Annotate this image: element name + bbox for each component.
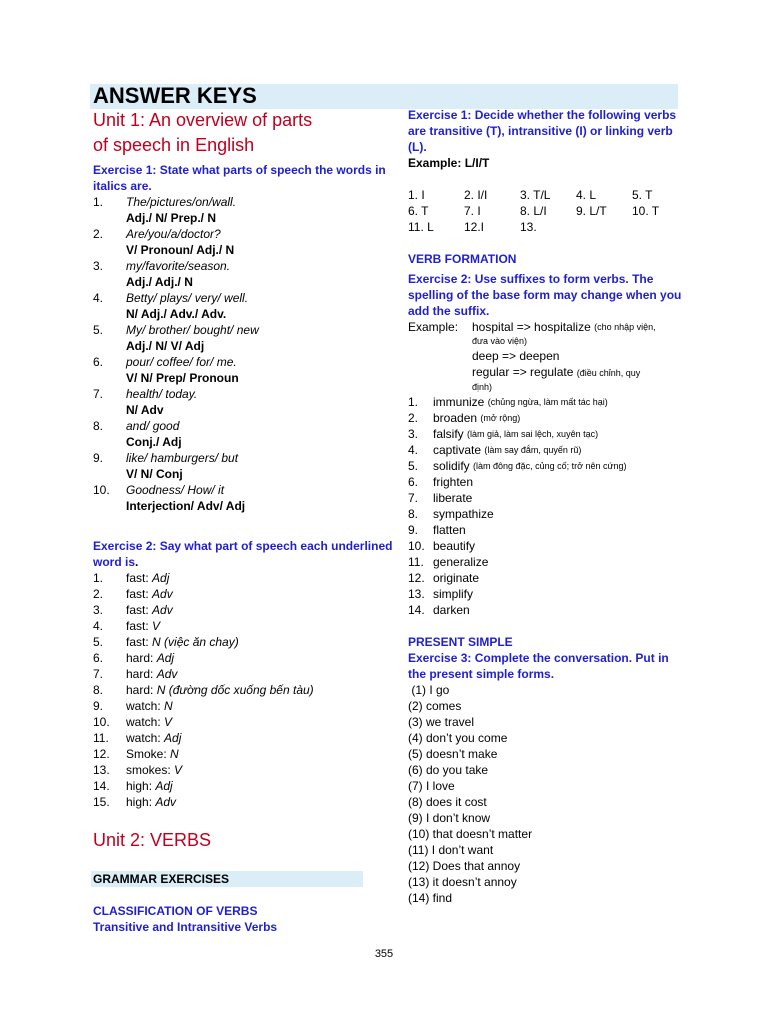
page-number: 355 bbox=[374, 948, 394, 960]
unit1-ex1-list bbox=[93, 194, 393, 514]
example-label: Example: bbox=[408, 320, 459, 334]
ex2-answer-row bbox=[93, 666, 393, 682]
ex3-answer: (2) comes bbox=[408, 699, 462, 713]
verb-row bbox=[408, 474, 688, 490]
ex1-question-row bbox=[93, 322, 393, 338]
item-part-of-speech: V bbox=[164, 715, 173, 729]
example-3: regular => regulate bbox=[472, 365, 574, 379]
ex1-question-row bbox=[93, 258, 393, 274]
item-answer: N/ Adv bbox=[126, 403, 164, 417]
item-word: fast: bbox=[126, 619, 149, 633]
verb: beautify bbox=[433, 539, 476, 553]
right-ex1-answer-grid bbox=[408, 187, 688, 235]
grid-cell: 10. T bbox=[632, 204, 660, 218]
ex3-answer: (13) it doesn’t annoy bbox=[408, 875, 517, 889]
right-column bbox=[408, 107, 688, 906]
item-number: 13. bbox=[408, 587, 425, 601]
item-answer: V/ N/ Prep/ Pronoun bbox=[126, 371, 239, 385]
verb-row bbox=[408, 522, 688, 538]
transitive-heading: Transitive and Intransitive Verbs bbox=[93, 920, 278, 934]
item-number: 6. bbox=[93, 355, 104, 369]
verb: generalize bbox=[433, 555, 489, 569]
ex2-answer-row bbox=[93, 586, 393, 602]
example-1: hospital => hospitalize bbox=[472, 320, 591, 334]
item-number: 7. bbox=[93, 387, 104, 401]
item-number: 3. bbox=[408, 427, 419, 441]
grid-cell: 2. I/I bbox=[464, 188, 488, 202]
grid-cell: 11. L bbox=[408, 220, 434, 234]
item-word: hard: bbox=[126, 683, 154, 697]
ex1-question-row bbox=[93, 482, 393, 498]
grammar-exercises-band: GRAMMAR EXERCISES bbox=[91, 871, 363, 887]
verb: liberate bbox=[433, 491, 473, 505]
ex3-answer: (10) that doesn’t matter bbox=[408, 827, 533, 841]
verb-row bbox=[408, 410, 688, 426]
item-number: 4. bbox=[93, 619, 104, 633]
verb: originate bbox=[433, 571, 480, 585]
item-word: fast: bbox=[126, 635, 149, 649]
item-part-of-speech: Adv bbox=[152, 603, 173, 617]
verb-row bbox=[408, 458, 688, 474]
right-ex1-heading: Exercise 1: Decide whether the following verbs are transitive (T), intransitive (I) or linking verb (L). bbox=[408, 108, 677, 154]
item-number: 10. bbox=[93, 715, 110, 729]
verb: simplify bbox=[433, 587, 474, 601]
verb-row bbox=[408, 570, 688, 586]
grid-cell: 4. L bbox=[576, 188, 597, 202]
unit1-ex2-list bbox=[93, 570, 393, 810]
grid-cell: 6. T bbox=[408, 204, 429, 218]
page-title: ANSWER KEYS bbox=[93, 83, 257, 108]
ex3-answer: (5) doesn’t make bbox=[408, 747, 498, 761]
ex2-answer-row bbox=[93, 618, 393, 634]
unit1-heading-line1: Unit 1: An overview of parts bbox=[93, 110, 313, 130]
unit2-heading: Unit 2: VERBS bbox=[93, 830, 212, 850]
item-part-of-speech: N bbox=[164, 699, 173, 713]
item-part-of-speech: V bbox=[174, 763, 183, 777]
example-3-note-cont: định) bbox=[472, 382, 493, 392]
verb-row bbox=[408, 442, 688, 458]
item-number: 2. bbox=[93, 587, 104, 601]
right-ex3-heading: Exercise 3: Complete the conversation. Put in the present simple forms. bbox=[408, 651, 669, 681]
item-answer: V/ Pronoun/ Adj./ N bbox=[126, 243, 235, 257]
verb: captivate bbox=[433, 443, 482, 457]
example-1-note-cont: đưa vào viện) bbox=[472, 336, 528, 346]
item-part-of-speech: N (việc ăn chay) bbox=[152, 635, 239, 649]
item-answer: V/ N/ Conj bbox=[126, 467, 183, 481]
item-number: 5. bbox=[93, 635, 104, 649]
item-answer: N/ Adj./ Adv./ Adv. bbox=[126, 307, 227, 321]
item-number: 15. bbox=[93, 795, 110, 809]
item-number: 4. bbox=[408, 443, 419, 457]
item-part-of-speech: V bbox=[152, 619, 161, 633]
unit1-ex2-heading: Exercise 2: Say what part of speech each underlined word is. bbox=[93, 539, 393, 569]
item-question: health/ today. bbox=[126, 387, 198, 401]
item-part-of-speech: Adv bbox=[156, 667, 178, 681]
verb: darken bbox=[433, 603, 470, 617]
ex2-heading-label: Exercise 2 bbox=[93, 539, 153, 553]
item-word: hard: bbox=[126, 667, 154, 681]
item-number: 14. bbox=[93, 779, 110, 793]
item-number: 2. bbox=[93, 227, 104, 241]
example-row-1 bbox=[408, 319, 688, 335]
ex3-answer: (12) Does that annoy bbox=[408, 859, 521, 873]
ex2-answer-row bbox=[93, 746, 393, 762]
ex1-question-row bbox=[93, 226, 393, 242]
right-ex2-heading: Exercise 2: Use suffixes to form verbs. The spelling of the base form may change when you add the suffix. bbox=[408, 272, 682, 318]
verb-row bbox=[408, 586, 688, 602]
ex3-answer: (8) does it cost bbox=[408, 795, 487, 809]
item-question: my/favorite/season. bbox=[126, 259, 231, 273]
item-answer: Adj./ Adj./ N bbox=[126, 275, 193, 289]
ex2-answer-row bbox=[93, 602, 393, 618]
ex3-answer: (1) I go bbox=[408, 683, 450, 697]
item-part-of-speech: N (đường dốc xuống bến tàu) bbox=[156, 683, 314, 697]
grid-cell: 5. T bbox=[632, 188, 653, 202]
item-word: high: bbox=[126, 779, 153, 793]
item-question: Goodness/ How/ it bbox=[126, 483, 225, 497]
example-3-row bbox=[408, 364, 688, 381]
item-part-of-speech: Adv bbox=[155, 795, 177, 809]
ex1-question-row bbox=[93, 354, 393, 370]
item-number: 7. bbox=[93, 667, 104, 681]
item-number: 12. bbox=[93, 747, 110, 761]
item-number: 5. bbox=[93, 323, 104, 337]
grid-cell bbox=[632, 219, 688, 235]
item-number: 11. bbox=[408, 555, 424, 569]
item-number: 9. bbox=[93, 451, 104, 465]
ex2-heading-text: : Say what part of speech each underlined word is bbox=[93, 539, 393, 569]
item-number: 6. bbox=[93, 651, 104, 665]
item-number: 6. bbox=[408, 475, 419, 489]
verb-meaning: (làm giả, làm sai lệch, xuyên tạc) bbox=[467, 429, 599, 439]
ex2-answer-row bbox=[93, 794, 393, 810]
item-answer: Interjection/ Adv/ Adj bbox=[126, 499, 246, 513]
item-part-of-speech: Adj bbox=[164, 731, 182, 745]
item-number: 1. bbox=[93, 571, 104, 585]
item-question: My/ brother/ bought/ new bbox=[126, 323, 259, 337]
ex2-answer-row bbox=[93, 714, 393, 730]
ex3-answer: (3) we travel bbox=[408, 715, 475, 729]
item-answer: Adj./ N/ V/ Adj bbox=[126, 339, 205, 353]
grid-cell: 13. bbox=[520, 220, 537, 234]
item-word: watch: bbox=[126, 699, 161, 713]
item-number: 8. bbox=[408, 507, 419, 521]
grid-cell: 7. I bbox=[464, 204, 481, 218]
ex3-answer: (6) do you take bbox=[408, 763, 489, 777]
example-2: deep => deepen bbox=[472, 349, 560, 363]
ex2-answer-row bbox=[93, 698, 393, 714]
grid-cell: 1. I bbox=[408, 188, 425, 202]
ex1-question-row bbox=[93, 194, 393, 210]
grid-cell: 8. L/I bbox=[520, 204, 547, 218]
verb-meaning: (mở rộng) bbox=[480, 413, 521, 423]
verb: solidify bbox=[433, 459, 470, 473]
item-question: Are/you/a/doctor? bbox=[126, 227, 221, 241]
item-question: The/pictures/on/wall. bbox=[126, 195, 237, 209]
present-simple-heading: PRESENT SIMPLE bbox=[408, 635, 513, 649]
unit1-ex1-heading: Exercise 1: State what parts of speech the words in italics are. bbox=[93, 163, 386, 193]
ex3-answer: (7) I love bbox=[408, 779, 455, 793]
item-number: 9. bbox=[93, 699, 104, 713]
ex1-question-row bbox=[93, 386, 393, 402]
verb-row bbox=[408, 506, 688, 522]
ex1-question-row bbox=[93, 418, 393, 434]
item-number: 5. bbox=[408, 459, 419, 473]
item-question: and/ good bbox=[126, 419, 180, 433]
item-word: Smoke: bbox=[126, 747, 167, 761]
item-question: pour/ coffee/ for/ me. bbox=[126, 355, 237, 369]
item-number: 8. bbox=[93, 683, 104, 697]
ex3-answer: (14) find bbox=[408, 891, 453, 905]
grid-cell: 9. L/T bbox=[576, 204, 607, 218]
item-number: 8. bbox=[93, 419, 104, 433]
ex1-question-row bbox=[93, 290, 393, 306]
verb-row bbox=[408, 426, 688, 442]
ex3-answer: (11) I don’t want bbox=[408, 843, 494, 857]
ex3-answer: (4) don’t you come bbox=[408, 731, 508, 745]
item-word: hard: bbox=[126, 651, 154, 665]
item-number: 2. bbox=[408, 411, 419, 425]
item-word: fast: bbox=[126, 603, 149, 617]
right-ex1-example: Example: L/I/T bbox=[408, 156, 490, 170]
item-word: smokes: bbox=[126, 763, 171, 777]
ex2-answer-row bbox=[93, 762, 393, 778]
item-part-of-speech: Adj bbox=[155, 779, 173, 793]
item-number: 9. bbox=[408, 523, 419, 537]
ex2-answer-row bbox=[93, 570, 393, 586]
item-word: watch: bbox=[126, 715, 161, 729]
item-word: high: bbox=[126, 795, 153, 809]
verb-row bbox=[408, 538, 688, 554]
ex2-answer-row bbox=[93, 634, 393, 650]
verb: frighten bbox=[433, 475, 474, 489]
verb-meaning: (làm đông đặc, củng cố; trở nên cứng) bbox=[473, 461, 627, 471]
item-number: 14. bbox=[408, 603, 425, 617]
item-part-of-speech: Adv bbox=[152, 587, 173, 601]
item-number: 12. bbox=[408, 571, 425, 585]
classification-heading: CLASSIFICATION OF VERBS bbox=[93, 904, 258, 918]
verb-meaning: (làm say đắm, quyến rũ) bbox=[484, 445, 582, 455]
item-part-of-speech: Adj bbox=[156, 651, 175, 665]
grid-cell: 12.I bbox=[464, 220, 485, 234]
item-number: 10. bbox=[93, 483, 110, 497]
verb-answer-list bbox=[408, 394, 688, 618]
verb: sympathize bbox=[433, 507, 494, 521]
grid-cell bbox=[576, 219, 632, 235]
verb-row bbox=[408, 554, 688, 570]
item-number: 4. bbox=[93, 291, 104, 305]
ex2-answer-row bbox=[93, 778, 393, 794]
item-question: like/ hamburgers/ but bbox=[126, 451, 239, 465]
ex2-answer-row bbox=[93, 730, 393, 746]
item-number: 7. bbox=[408, 491, 419, 505]
verb: broaden bbox=[433, 411, 478, 425]
verb-row bbox=[408, 490, 688, 506]
item-number: 1. bbox=[408, 395, 419, 409]
item-word: fast: bbox=[126, 571, 149, 585]
item-number: 1. bbox=[93, 195, 104, 209]
verb: falsify bbox=[433, 427, 464, 441]
item-part-of-speech: N bbox=[170, 747, 179, 761]
item-number: 10. bbox=[408, 539, 425, 553]
ex2-answer-row bbox=[93, 682, 393, 698]
example-3-note: (điều chỉnh, quy bbox=[576, 368, 641, 378]
item-word: watch: bbox=[126, 731, 161, 745]
example-1-note: (cho nhập viện, bbox=[594, 322, 656, 332]
verb-meaning: (chủng ngừa, làm mất tác hại) bbox=[487, 397, 608, 407]
verb-formation-heading: VERB FORMATION bbox=[408, 252, 517, 266]
left-column bbox=[93, 108, 393, 935]
item-part-of-speech: Adj bbox=[152, 571, 170, 585]
item-word: fast: bbox=[126, 587, 149, 601]
ex2-answer-row bbox=[93, 650, 393, 666]
grid-cell: 3. T/L bbox=[520, 188, 551, 202]
item-answer: Adj./ N/ Prep./ N bbox=[126, 211, 217, 225]
ex3-answer: (9) I don’t know bbox=[408, 811, 491, 825]
verb-row bbox=[408, 394, 688, 410]
item-answer: Conj./ Adj bbox=[126, 435, 182, 449]
item-number: 11. bbox=[93, 731, 109, 745]
ex1-question-row bbox=[93, 450, 393, 466]
item-number: 3. bbox=[93, 603, 104, 617]
ex3-answer-list bbox=[408, 682, 688, 906]
verb-row bbox=[408, 602, 688, 618]
verb: immunize bbox=[433, 395, 485, 409]
item-number: 13. bbox=[93, 763, 110, 777]
unit1-heading-line2: of speech in English bbox=[93, 135, 255, 155]
item-question: Betty/ plays/ very/ well. bbox=[126, 291, 249, 305]
verb: flatten bbox=[433, 523, 466, 537]
item-number: 3. bbox=[93, 259, 104, 273]
